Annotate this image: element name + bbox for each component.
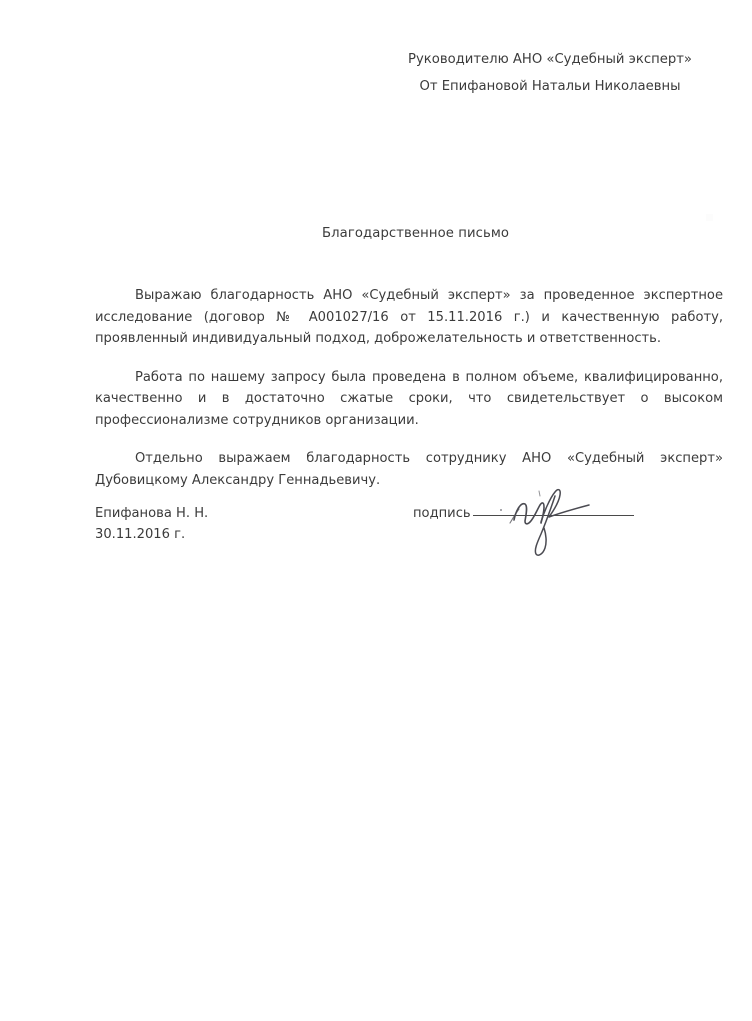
addressee-line-sender: От Епифановой Натальи Николаевны — [419, 79, 681, 94]
document-title: Благодарственное письмо — [322, 226, 510, 241]
addressee-line-recipient: Руководителю АНО «Судебный эксперт» — [408, 52, 692, 67]
scan-artifact-speck — [706, 214, 713, 221]
signature-date: 30.11.2016 г. — [95, 527, 186, 542]
signature-rule — [473, 515, 634, 516]
addressee-block — [400, 46, 700, 100]
body-paragraph-1: Выражаю благодарность АНО «Судебный эксперт» за проведенное экспертное исследование (договор № А001027/16 от 15.11.2016 г.) и качественную работу, проявленный индивидуальный подход, доброжелательность и ответственность. — [95, 288, 723, 346]
signature-line-block — [413, 503, 634, 524]
document-body — [95, 285, 723, 491]
signature-author-name: Епифанова Н. Н. — [95, 506, 209, 521]
body-paragraph-2: Работа по нашему запросу была проведена в полном объеме, квалифицированно, качественно и в достаточно сжатые сроки, что свидетельствует о высоком профессионализме сотрудников организации. — [95, 369, 723, 428]
signature-author-block — [95, 503, 208, 545]
ink-speck — [500, 509, 502, 511]
signature-label: подпись — [413, 506, 471, 521]
body-paragraph-3: Отдельно выражаем благодарность сотруднику АНО «Судебный эксперт» Дубовицкому Александру Геннадьевичу. — [95, 451, 723, 488]
